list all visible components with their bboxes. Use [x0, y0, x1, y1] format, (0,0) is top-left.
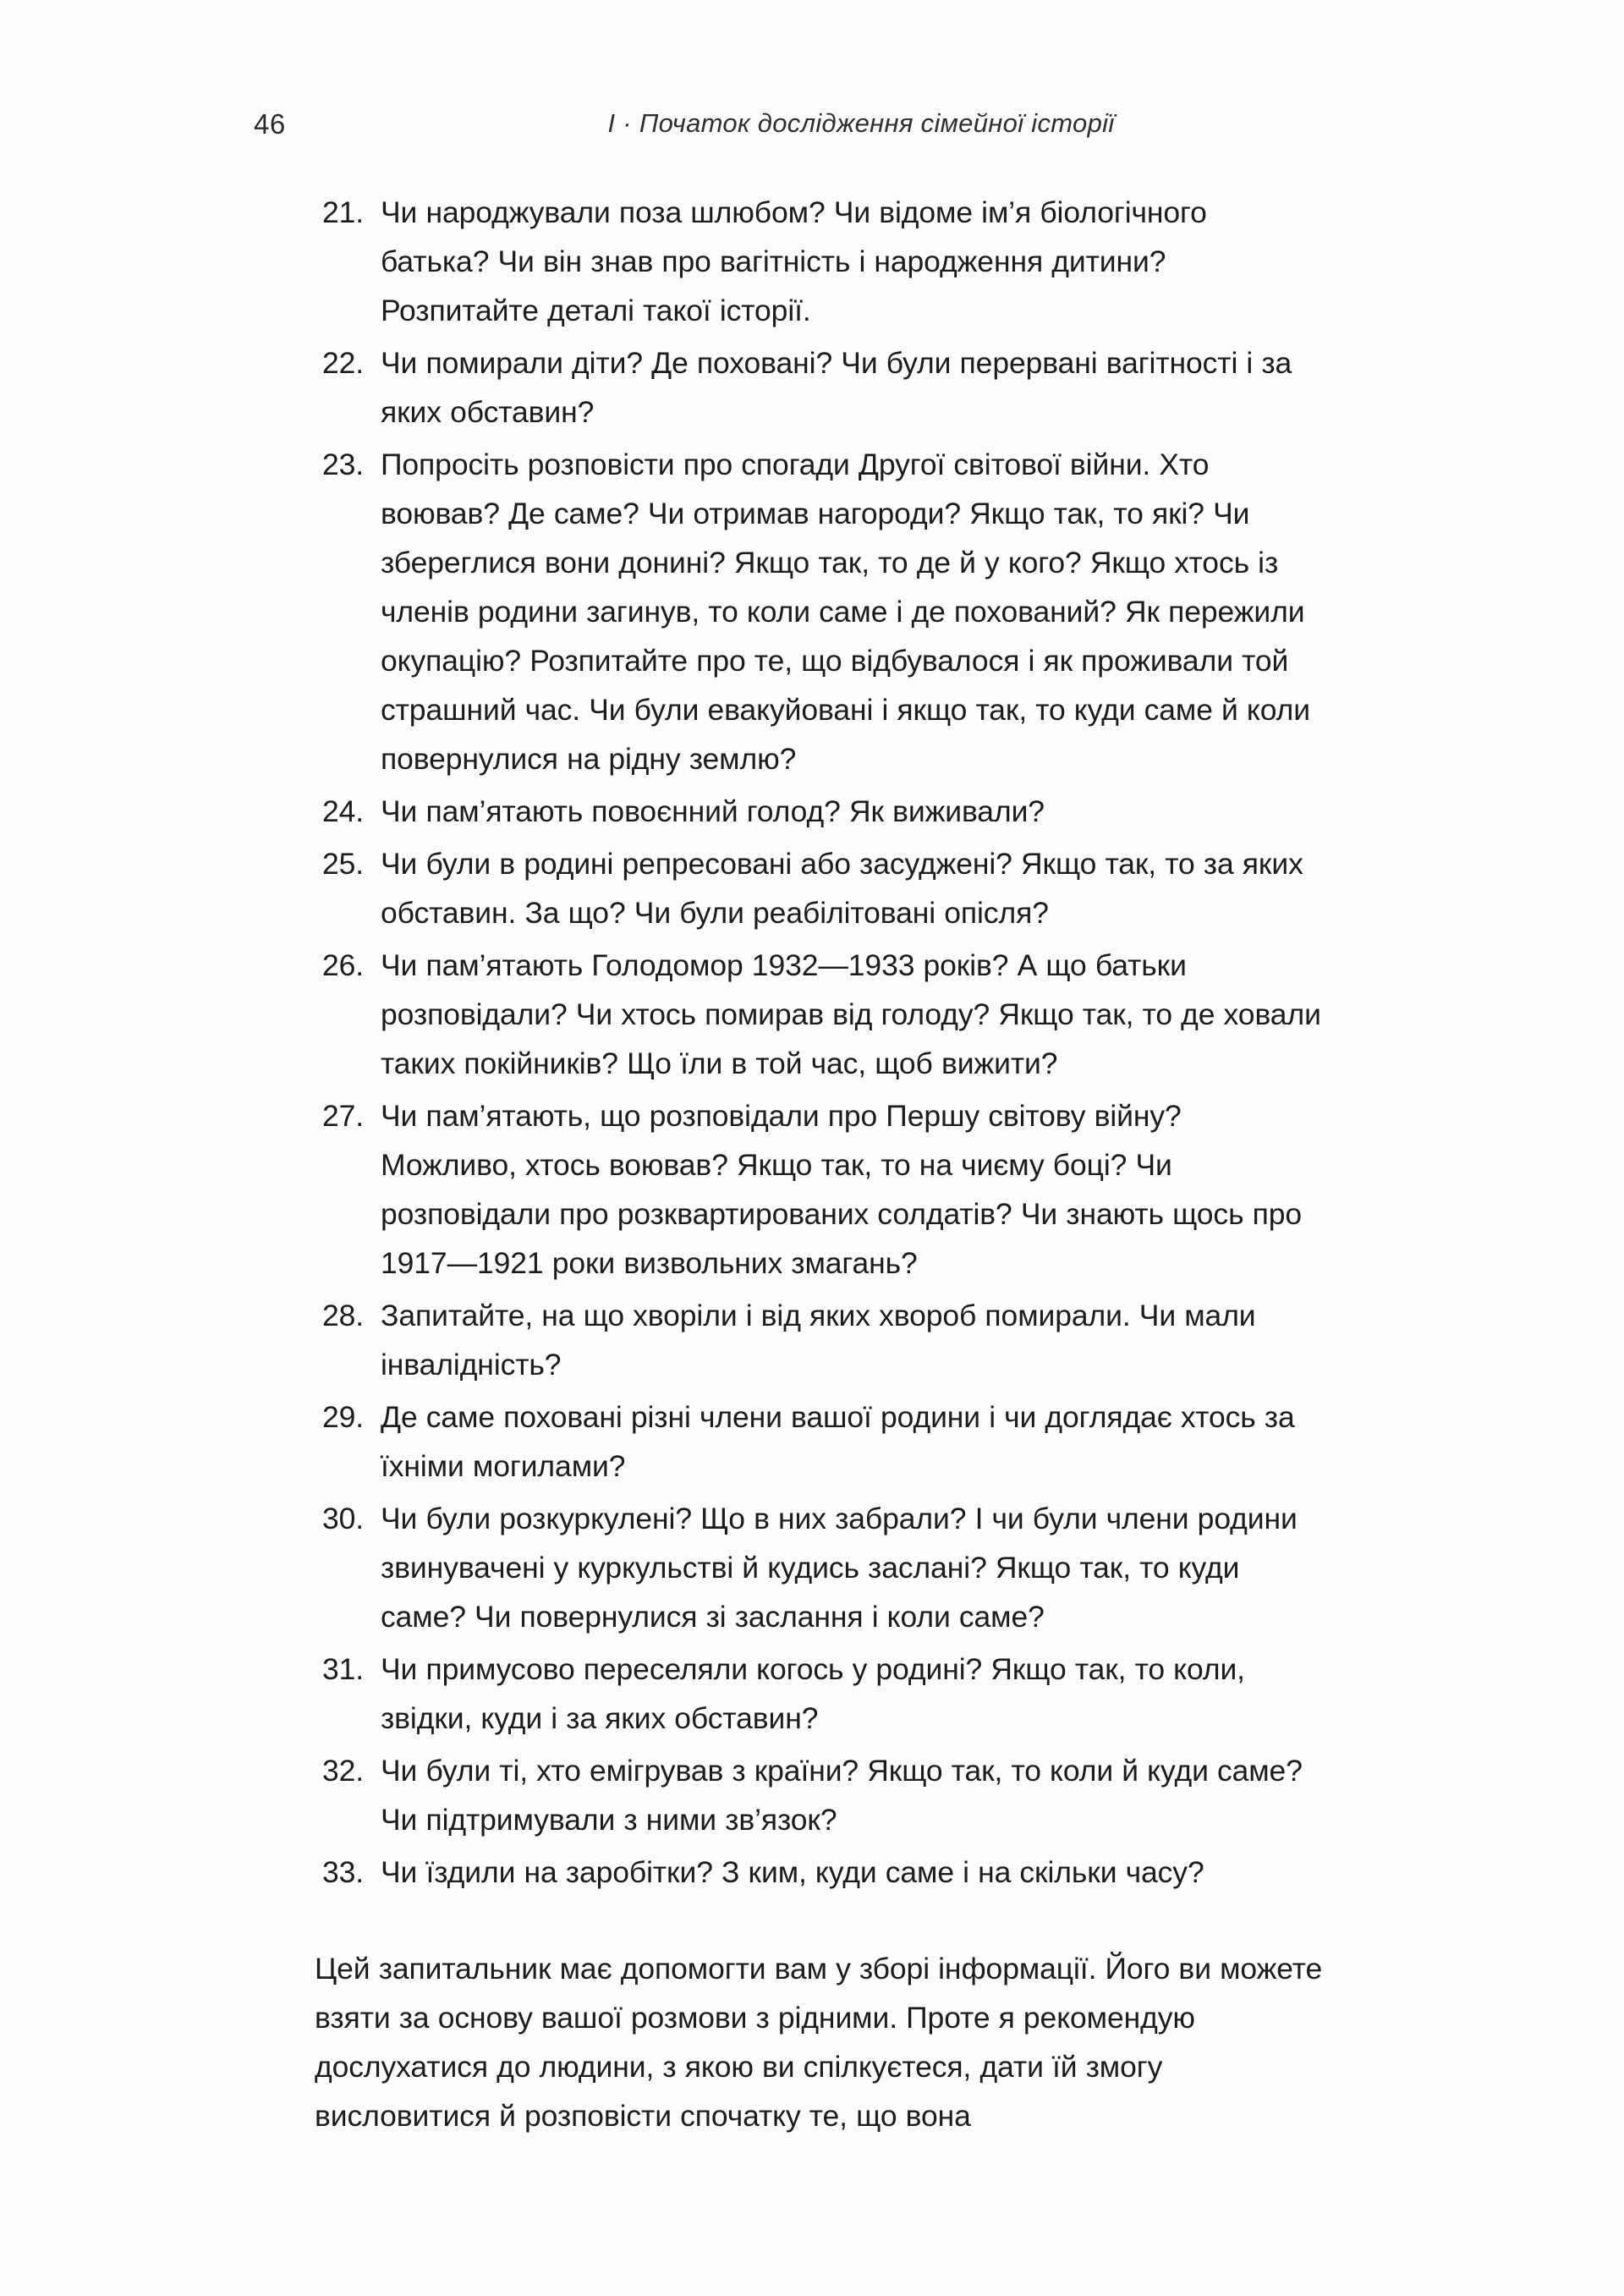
page-number: 46: [254, 108, 286, 140]
list-item-text: Попросіть розповісти про спогади Другої світової війни. Хто воював? Де саме? Чи отримав нагороди? Якщо так, то які? Чи збереглися вони донині? Якщо так, то де й у кого? Якщо хтось із членів родини загинув, то коли саме і де похований? Як пережили окупацію? Розпитайте про те, що відбувалося і як проживали той страшний час. Чи були евакуйовані і якщо так, то куди саме й коли повернулися на рідну землю?: [381, 448, 1310, 776]
list-item: [315, 1291, 1323, 1389]
list-item-text: Де саме поховані різні члени вашої родини і чи доглядає хтось за їхніми могилами?: [381, 1400, 1295, 1483]
chapter-running-title: I · Початок дослідження сімейної історії: [607, 108, 1115, 138]
list-item-number: 33.: [321, 1855, 364, 1889]
list-item-text: Чи помирали діти? Де поховані? Чи були перервані вагітності і за яких обставин?: [381, 346, 1292, 429]
list-item-number: 32.: [321, 1754, 364, 1788]
list-item: [315, 1494, 1323, 1641]
list-item: [315, 338, 1323, 437]
list-item: [315, 440, 1323, 783]
list-item-number: 28.: [321, 1299, 364, 1332]
list-item-number: 27.: [321, 1099, 364, 1133]
list-item: [315, 1645, 1323, 1743]
list-item: [315, 1746, 1323, 1844]
questionnaire-list: [315, 188, 1323, 1897]
list-item: [315, 1091, 1323, 1288]
list-item: [315, 1848, 1323, 1897]
list-item: [315, 941, 1323, 1088]
closing-paragraph: Цей запитальник має допомогти вам у зборі інформації. Його ви можете взяти за основу вашої розмови з рідними. Проте я рекомендую дослухатися до людини, з якою ви спілкуєтеся, дати їй змогу висловитися й розповісти спочатку те, що вона: [315, 1952, 1323, 2133]
list-item-number: 25.: [321, 847, 364, 881]
list-item: [315, 787, 1323, 836]
list-item: [315, 839, 1323, 937]
list-item-text: Чи були ті, хто емігрував з країни? Якщо так, то коли й куди саме? Чи підтримували з ними зв’язок?: [381, 1754, 1303, 1837]
list-item-text: Чи були розкуркулені? Що в них забрали? І чи були члени родини звинувачені у куркульстві й кудись заслані? Якщо так, то куди саме? Чи повернулися зі заслання і коли саме?: [381, 1502, 1298, 1634]
list-item-number: 29.: [321, 1400, 364, 1434]
list-item-number: 22.: [321, 346, 364, 380]
list-item-text: Чи примусово переселяли когось у родині? Якщо так, то коли, звідки, куди і за яких обставин?: [381, 1652, 1245, 1735]
list-item-number: 31.: [321, 1652, 364, 1686]
list-item-text: Чи їздили на заробітки? З ким, куди саме і на скільки часу?: [381, 1855, 1204, 1889]
list-item-number: 26.: [321, 948, 364, 982]
list-item-text: Чи пам’ятають Голодомор 1932—1933 років? А що батьки розповідали? Чи хтось помирав від голоду? Якщо так, то де ховали таких покійників? Що їли в той час, щоб вижити?: [381, 948, 1321, 1080]
list-item-text: Чи були в родині репресовані або засуджені? Якщо так, то за яких обставин. За що? Чи були реабілітовані опісля?: [381, 847, 1303, 930]
list-item-number: 21.: [321, 195, 364, 229]
list-item-number: 30.: [321, 1502, 364, 1535]
running-head: [0, 108, 1624, 147]
list-item: [315, 1392, 1323, 1491]
list-item-number: 24.: [321, 794, 364, 828]
list-item-text: Чи пам’ятають, що розповідали про Першу світову війну? Можливо, хтось воював? Якщо так, то на чиєму боці? Чи розповідали про розквартированих солдатів? Чи знають щось про 1917—1921 роки визвольних змагань?: [381, 1099, 1303, 1280]
list-item: [315, 188, 1323, 335]
page-content: [315, 188, 1323, 2171]
list-item-text: Запитайте, на що хворіли і від яких хвороб помирали. Чи мали інвалідність?: [381, 1299, 1256, 1381]
list-item-number: 23.: [321, 448, 364, 481]
list-item-text: Чи пам’ятають повоєнний голод? Як виживали?: [381, 794, 1045, 828]
list-item-text: Чи народжували поза шлюбом? Чи відоме ім’я біологічного батька? Чи він знав про вагітність і народження дитини? Розпитайте деталі такої історії.: [381, 195, 1207, 327]
